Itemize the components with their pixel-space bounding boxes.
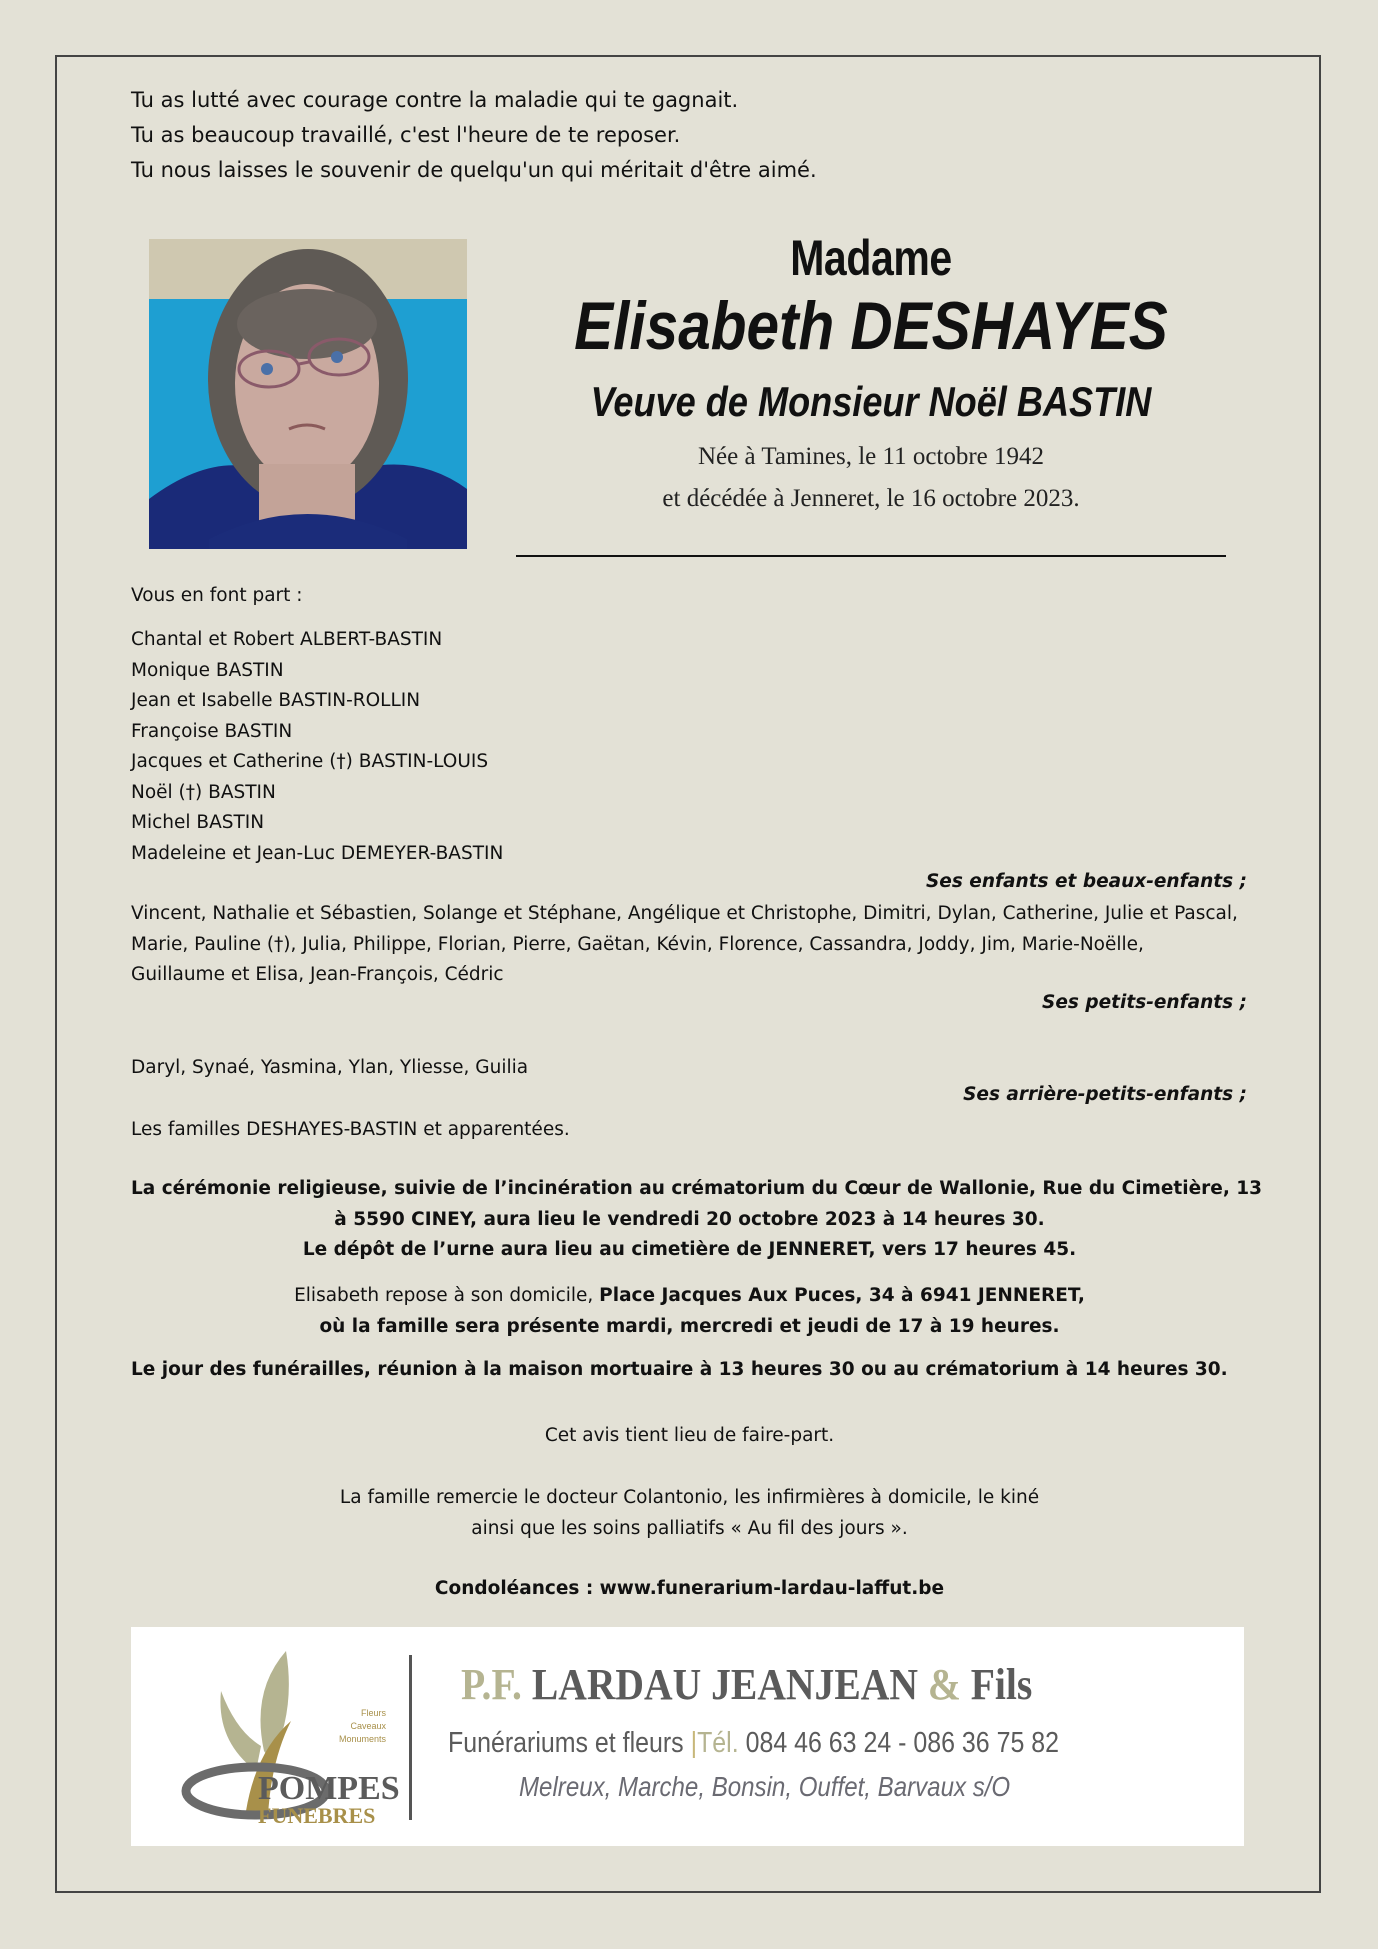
brand-prefix: P.F. — [461, 1660, 522, 1709]
repose-prefix: Elisabeth repose à son domicile, — [294, 1285, 600, 1306]
funeral-home-banner — [131, 1627, 1244, 1846]
deceased-name: Elisabeth DESHAYES — [574, 288, 1168, 364]
thanks-line: ainsi que les soins palliatifs « Au fil des jours ». — [471, 1517, 908, 1539]
brand-ampersand: & — [927, 1660, 961, 1709]
portrait-image-icon — [149, 239, 467, 549]
portrait-photo — [149, 239, 467, 549]
ceremony-line: à 5590 CINEY, aura lieu le vendredi 20 octobre 2023 à 14 heures 30. — [334, 1208, 1045, 1230]
list-item: Michel BASTIN — [131, 812, 265, 833]
birth-date: Née à Tamines, le 11 octobre 1942 — [697, 443, 1045, 470]
notice-text: Cet avis tient lieu de faire-part. — [544, 1425, 835, 1446]
list-item: Guillaume et Elisa, Jean-François, Cédric — [131, 964, 504, 985]
list-item: Françoise BASTIN — [131, 720, 293, 742]
banner-divider — [409, 1655, 412, 1820]
repose-address: Place Jacques Aux Puces, 34 à 6941 JENNERET, — [599, 1285, 1085, 1306]
logo-word-bottom: FUNEBRES — [258, 1803, 376, 1826]
life-dates — [516, 436, 1226, 520]
list-item: Madeleine et Jean-Luc DEMEYER-BASTIN — [131, 842, 504, 864]
brand-separator: | — [690, 1727, 698, 1759]
brand-name — [461, 1657, 1032, 1713]
brand-main: LARDAU JEANJEAN — [531, 1660, 918, 1709]
list-item: Noël (†) BASTIN — [131, 781, 276, 803]
tel-label: Tél. — [697, 1727, 739, 1759]
grandchildren-label: Ses petits-enfants ; — [1042, 992, 1247, 1013]
poem — [131, 83, 817, 188]
families-line: Les familles DESHAYES-BASTIN et apparentées. — [131, 1119, 570, 1140]
brand-services: Funérariums et fleurs — [448, 1727, 684, 1759]
children-label: Ses enfants et beaux-enfants ; — [925, 871, 1247, 892]
great-grandchildren-label: Ses arrière-petits-enfants ; — [963, 1084, 1247, 1105]
poem-line: Tu as lutté avec courage contre la maladie qui te gagnait. — [131, 88, 739, 112]
list-item: Jean et Isabelle BASTIN-ROLLIN — [131, 690, 421, 711]
ceremony-details — [131, 1174, 1263, 1266]
list-item: Chantal et Robert ALBERT-BASTIN — [131, 629, 443, 650]
header-divider — [516, 555, 1226, 557]
logo-tag: Fleurs — [360, 1708, 386, 1718]
poem-line: Tu as beaucoup travaillé, c'est l'heure de te reposer. — [131, 123, 681, 147]
list-item: Monique BASTIN — [131, 659, 284, 681]
grandchildren-list — [131, 899, 1248, 991]
brand-contact — [448, 1723, 1059, 1763]
logo-tag: Caveaux — [350, 1721, 386, 1731]
honorific: Madame — [790, 230, 952, 286]
funeral-day-meeting: Le jour des funérailles, réunion à la maison mortuaire à 13 heures 30 ou au crématorium à 14 heures 30. — [131, 1359, 1228, 1380]
deceased-header — [516, 228, 1226, 520]
great-grandchildren-list: Daryl, Synaé, Yasmina, Ylan, Yliesse, Guilia — [131, 1057, 529, 1078]
logo-tags — [306, 1707, 386, 1746]
list-item: Marie, Pauline (†), Julia, Philippe, Florian, Pierre, Gaëtan, Kévin, Florence, Cassandra, Joddy, Jim, Marie-Noëlle, — [131, 933, 1144, 955]
condolences-link[interactable]: Condoléances : www.funerarium-lardau-laffut.be — [434, 1578, 945, 1599]
brand-suffix: Fils — [970, 1660, 1033, 1709]
repose-hours: où la famille sera présente mardi, mercredi et jeudi de 17 à 19 heures. — [319, 1315, 1060, 1337]
poem-line: Tu nous laisses le souvenir de quelqu'un qui méritait d'être aimé. — [131, 158, 817, 182]
thanks-text — [131, 1483, 1248, 1544]
repose-details — [131, 1281, 1248, 1342]
widow-of: Veuve de Monsieur Noël BASTIN — [590, 378, 1152, 425]
logo-tag: Monuments — [338, 1734, 386, 1744]
list-item: Jacques et Catherine (†) BASTIN-LOUIS — [131, 751, 489, 772]
logo-word-top: POMPES — [258, 1770, 400, 1807]
thanks-line: La famille remercie le docteur Colantonio, les infirmières à domicile, le kiné — [339, 1487, 1040, 1508]
ceremony-line: Le dépôt de l’urne aura lieu au cimetière de JENNERET, vers 17 heures 45. — [302, 1239, 1077, 1260]
brand-towns: Melreux, Marche, Bonsin, Ouffet, Barvaux s/O — [519, 1771, 1011, 1802]
list-item: Vincent, Nathalie et Sébastien, Solange et Stéphane, Angélique et Christophe, Dimitri, Dylan, Catherine, Julie et Pascal, — [131, 903, 1238, 924]
death-date: et décédée à Jenneret, le 16 octobre 2023. — [662, 485, 1080, 512]
repose-line — [131, 1281, 1248, 1312]
ceremony-line: La cérémonie religieuse, suivie de l’incinération au crématorium du Cœur de Wallonie, Rue du Cimetière, 13 — [131, 1178, 1263, 1199]
announcement-intro: Vous en font part : — [131, 585, 303, 606]
phone-numbers[interactable]: 084 46 63 24 - 086 36 75 82 — [745, 1727, 1059, 1759]
children-list — [131, 625, 1248, 869]
